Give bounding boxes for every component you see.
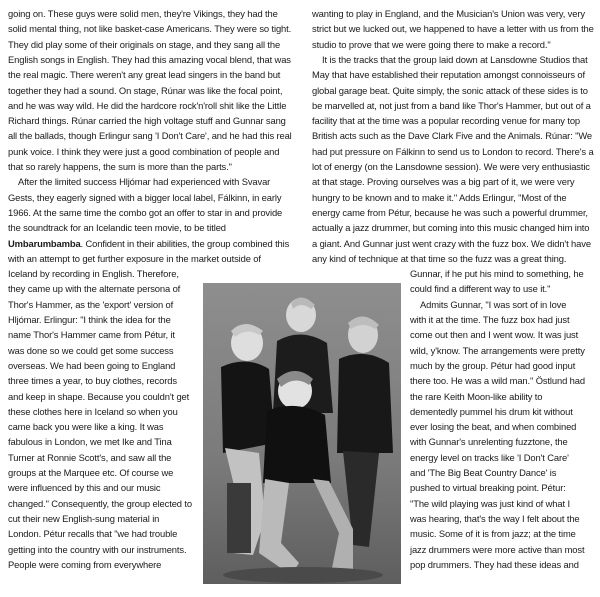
right_column-line: energy came from Pétur, because he was such a powerful drummer, [312,206,588,218]
right_column-line: with it at the time. The fuzz box had just [410,314,570,325]
right_column-line: pushed to virtual breaking point. Pétur: [410,482,566,494]
right_column-line: actually a jazz drummer, but coming into this music changed him into [312,222,590,234]
right_column-line: May that have established their reputation amongst connoisseurs of [312,69,585,81]
right_column-line: strict but we lucked out, we happened to have a letter with us from the [312,23,594,35]
right_column-line: much by the group. Pétur had good input [410,359,576,371]
right_column-line: a giant. And Gunnar just went crazy with the fuzz box. We didn't have [312,237,591,249]
left_column-line: cut their new English-sung material in [8,512,160,524]
left_column-line: they came up with the alternate persona of [8,283,181,295]
left_column-line: Richard things. Rúnar carried the high voltage stuff and Gunnar sang [8,115,286,127]
right_column-line: "The wild playing was just kind of what I [410,497,570,509]
left_column-line: fabulous in London, we met Ike and Tina [8,436,172,448]
band-photo [203,283,401,584]
right_column-line: hungry to be known and to make it." Adds Erlingur, "Most of the [312,191,567,203]
left_column-line: getting into the country with our instruments. [8,543,187,555]
left_column-line: punk voice. I think they were just a good combination of people and [8,145,280,157]
left_column-line: Gests, they eagerly signed with a bigger local label, Fálkinn, in early [8,191,282,203]
left_column-line: changed." Consequently, the group elected to [8,497,192,509]
right_column-line: could find a different way to use it." [410,283,551,295]
left_column-line: solid mental thing, not like basket-case Americans. They were so tight. [8,23,292,35]
left_column-line: all the ballads, though Erlingur sang 'I Don't Care', and he had this real [8,130,292,142]
right_column-line: at that stage. Proving ourselves was a big part of it, we were very [312,176,575,188]
left_column-line: the real magic. There weren't any great lead singers in the band but [8,69,281,81]
right_column-line: Gunnar, if he put his mind to something, he [410,268,584,280]
left_column-line: going on. These guys were solid men, they're Vikings, they had the [8,8,278,19]
left_column-line: the soundtrack for an Icelandic teen movie, to be titled [8,222,226,234]
right_column-line: British acts such as the Dave Clark Five and the Animals. Rúnar: "We [312,130,593,142]
left_column-line: together they had a sound. On stage, Rúnar was like the focal point, [8,84,283,96]
right_column-line: any kind of technique at that time so the fuzz was a great thing. [312,252,567,264]
right_column-line: jazz drummers were more active than most [410,543,585,555]
left_column-line: They did play some of their originals on stage, and they sang all the [8,38,281,50]
left_column-line: overseas. We had been going to England [8,359,176,371]
right_column-line: and 'The Big Beat Country Dance' is [410,467,557,478]
left_column-line: and keep in shape. Because you couldn't get [8,390,190,402]
right_column-line: pop drummers. They had these ideas and [410,558,579,570]
left_column-line: name Thor's Hammer came from Pétur, it [8,329,175,341]
right_column-line: global garage beat. Quite simply, the sonic attack of these sides is to [312,84,588,96]
right_column-line: facility that at the time was a popular recording venue for many top [312,115,581,127]
left_column-line: groups at the Marquee etc. Of course we [8,467,174,478]
right_column-line: It is the tracks that the group laid down at Lansdowne Studios that [322,53,588,65]
left_column-line: London. Pétur recalls that "we had trouble [8,528,178,540]
right_column-line: lot of energy (on the Lansdowne session). We were very enthusiastic [312,161,590,172]
right_column-line: there too. He was a wild man." Östlund had [410,375,585,387]
left_column-line: Turner at Ronnie Scott's, and saw all the [8,451,172,463]
left_column-line: Iceland by recording in English. Therefore, [8,268,179,280]
left_column-line: Hljómar. Erlingur: "I think the idea for the [8,314,171,325]
left_column-line: with an attempt to get further exposure in the market outside of [8,252,261,264]
right_column-line: with Gunnar's unrelenting fuzztone, the [410,436,568,448]
left_column-line: was done so we could get some success [8,344,174,356]
right_column-line: studio to prove that we were going there to make a record." [312,38,551,50]
left_column-line: English songs in English. They had this amazing vocal blend, that was [8,53,291,65]
right_column-line: come out then and I went wow. It was just [410,329,579,341]
left_column-line: 1966. At the same time the combo got an offer to star in and provide [8,206,283,218]
right_column-line: had put pressure on Fálkinn to send us to London to record. There's a [312,145,594,157]
right_column-line: be marvelled at, not just from a band like Thor's Hammer, but out of a [312,99,591,111]
right_column-line: ever losing the beat, and when combined [410,421,577,433]
left_column-line: People were coming from everywhere [8,558,162,570]
left_column-line: Thor's Hammer, as the 'export' version of [8,298,174,310]
left_column-line: and he was way wild. He did the hardcore rock'n'roll shit like the Little [8,99,287,111]
left_column-line: Umbarumbamba. Confident in their abilities, the group combined this [8,237,290,249]
right_column-line: Admits Gunnar, "I was sort of in love [420,298,567,310]
right_column-line: music. Some of it is from jazz; at the time [410,528,576,540]
right_column-line: wanting to play in England, and the Musician's Union was very, very [312,8,585,19]
right_column-line: dementedly pummel his drum kit without [410,405,573,417]
right_column-line: the rare Keith Moon-like ability to [410,390,543,402]
right_column-line: wild, y'know. The arrangements were pretty [410,344,585,356]
left_column-line: these clothes here in Iceland so when you [8,405,178,417]
left_column-line: three times a year, to buy clothes, records [8,375,177,387]
left_column-line: came back you were like a king. It was [8,421,164,433]
right_column-line: energy level on tracks like 'I Don't Care' [410,451,569,463]
right_column-line: was hearing, that's the way I felt about the [410,512,580,524]
left_column-line: that so rarely happens, the sum is more than the parts." [8,161,232,172]
left_column-line: were influenced by this and our music [8,482,161,494]
left_column-line: After the limited success Hljómar had experienced with Svavar [18,176,271,188]
